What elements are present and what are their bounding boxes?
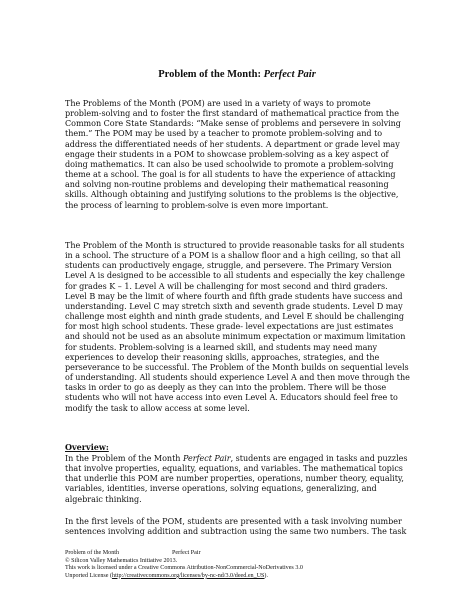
- text-line: for most high school students. These grade- level expectations are just estimates: [65, 322, 394, 332]
- page-footer: [65, 550, 425, 580]
- structure-paragraph: [65, 241, 420, 414]
- text-line: algebraic thinking.: [65, 494, 142, 504]
- title-prefix: Problem of the Month:: [158, 69, 261, 80]
- intro-paragraph: [65, 99, 420, 211]
- text-line: that underlie this POM are number properties, operations, number theory, equality,: [65, 474, 404, 484]
- text-line: of understanding. All students should experience Level A and then move through the: [65, 373, 410, 383]
- text-line: them.” The POM may be used by a teacher to promote problem-solving and to: [65, 129, 383, 139]
- text-line: problem-solving and to foster the first standard of mathematical practice from the: [65, 109, 399, 119]
- pom-title-italic: Perfect Pair: [182, 454, 231, 463]
- text-line: The Problems of the Month (POM) are used in a variety of ways to promote: [65, 99, 371, 108]
- license-link[interactable]: http://creativecommons.org/licenses/by-nc-nd/3.0/deed.en_US: [112, 572, 265, 579]
- text-line: doing mathematics. It can also be used schoolwide to promote a problem-solving: [65, 159, 394, 169]
- text-line: that involve properties, equality, equations, and variables. The mathematical topics: [65, 464, 403, 474]
- text-line: and should not be used as an absolute minimum expectation or maximum limitation: [65, 332, 406, 342]
- text-line: and solving non-routine problems and developing their mathematical reasoning: [65, 180, 389, 190]
- license-prefix: Unported License (: [65, 572, 113, 579]
- text-line: tasks in order to go as deeply as they can into the problem. There will be those: [65, 383, 387, 393]
- text-line: Level B may be the limit of where fourth and fifth grade students have success and: [65, 291, 403, 301]
- text-line: address the differentiated needs of her students. A department or grade level may: [65, 139, 400, 149]
- footer-license-line: This work is licensed under a Creative Commons Attribution-NonCommercial-NoDerivatives 3.0: [65, 565, 303, 572]
- title-italic: Perfect Pair: [263, 69, 316, 80]
- text-line: experiences to develop their reasoning skills, approaches, strategies, and the: [65, 352, 380, 362]
- license-suffix: ).: [264, 572, 268, 579]
- text-line: engage their students in a POM to showcase problem-solving as a key aspect of: [65, 149, 389, 159]
- text-line: The Problem of the Month is structured to provide reasonable tasks for all students: [65, 241, 405, 250]
- text-line: the process of learning to problem-solve is even more important.: [65, 200, 329, 210]
- overview-heading: Overview:: [65, 442, 109, 452]
- footer-left-label: Problem of the Month: [65, 550, 119, 556]
- text-line: perseverance to be successful. The Problem of the Month builds on sequential levels: [65, 362, 409, 372]
- page-title: [0, 69, 474, 80]
- text-segment: , students are engaged in tasks and puzzles: [230, 454, 408, 463]
- footer-license-url-line: [65, 573, 425, 581]
- text-line: challenge most eighth and ninth grade students, and Level E should be challenging: [65, 312, 405, 322]
- text-line: in a school. The structure of a POM is a shallow floor and a high ceiling, so that all: [65, 251, 401, 261]
- text-line: Common Core State Standards: “Make sense of problems and persevere in solving: [65, 119, 401, 129]
- text-line: In the first levels of the POM, students are presented with a task involving number: [65, 517, 402, 526]
- text-line: Level A is designed to be accessible to all students and especially the key challenge: [65, 271, 405, 281]
- text-line: theme at a school. The goal is for all students to have the experience of attacking: [65, 170, 396, 180]
- text-line: students who will not have access into even Level A. Educators should feel free to: [65, 393, 398, 403]
- footer-header-line: [65, 550, 425, 558]
- text-line: modify the task to allow access at some level.: [65, 403, 250, 413]
- text-line: variables, identities, inverse operations, solving equations, generalizing, and: [65, 484, 377, 494]
- text-line: students can productively engage, struggle, and persevere. The Primary Version: [65, 261, 392, 271]
- overview-paragraph: [65, 454, 420, 505]
- text-line: for students. Problem-solving is a learned skill, and students may need many: [65, 342, 378, 352]
- first-levels-paragraph: [65, 517, 420, 537]
- text-line: understanding. Level C may stretch sixth and seventh grade students. Level D may: [65, 301, 403, 311]
- text-line: for grades K – 1. Level A will be challenging for most second and third graders.: [65, 281, 388, 291]
- text-line: [65, 454, 420, 464]
- text-line: skills. Although obtaining and justifying solutions to the problems is the objective,: [65, 190, 399, 200]
- footer-right-label: Perfect Pair: [172, 550, 201, 556]
- text-segment: In the Problem of the Month: [65, 454, 183, 463]
- text-line: sentences involving addition and subtraction using the same two numbers. The task: [65, 527, 407, 537]
- footer-copyright: © Silicon Valley Mathematics Initiative 2013.: [65, 557, 178, 564]
